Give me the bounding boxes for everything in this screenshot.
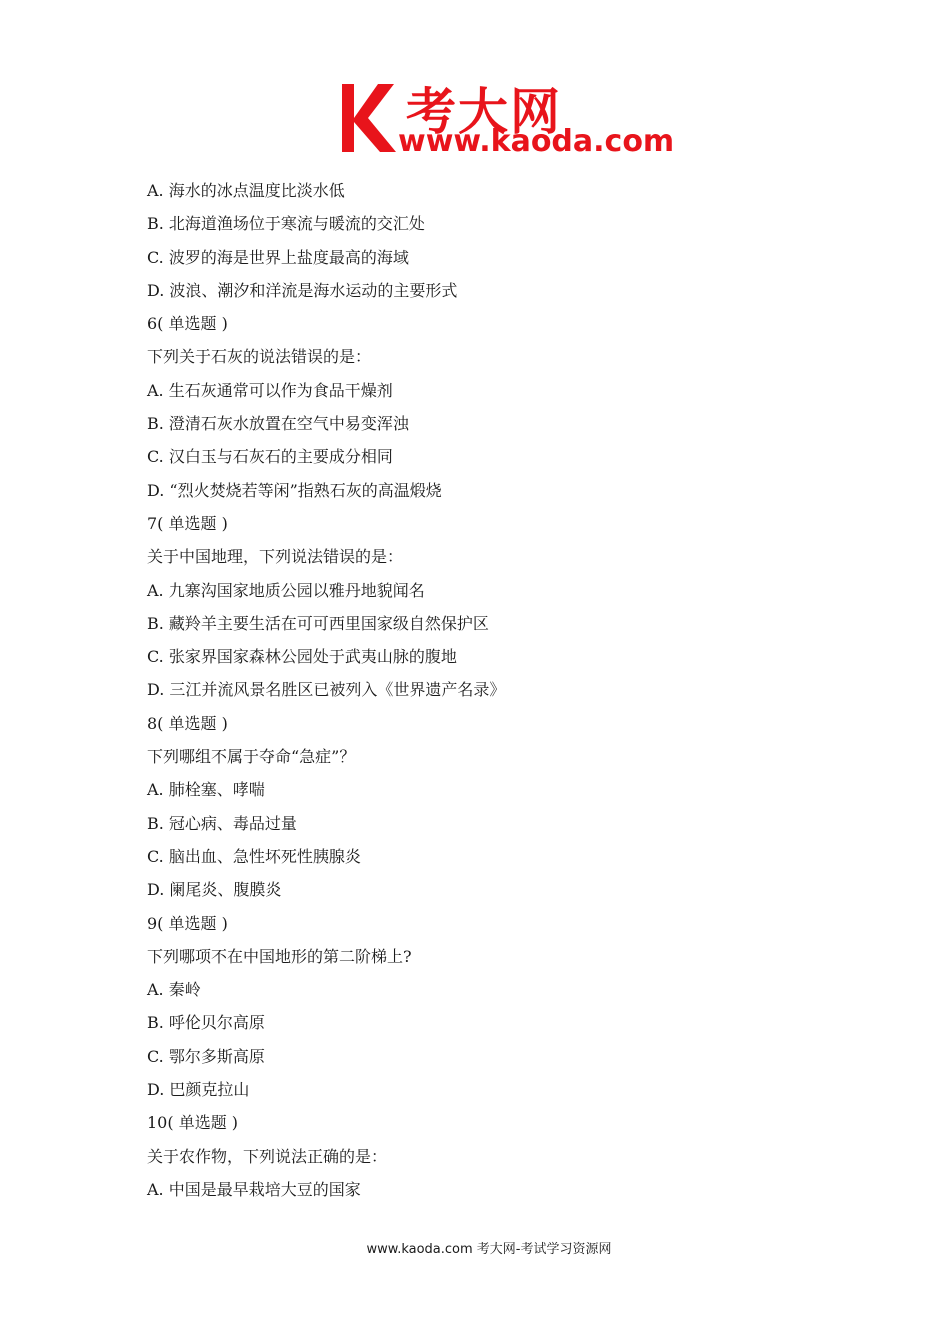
text-line: A. 生石灰通常可以作为食品干燥剂 [147, 380, 393, 400]
text-line: 6( 单选题 ) [147, 314, 228, 334]
text-line: B. 澄清石灰水放置在空气中易变浑浊 [147, 414, 409, 434]
text-line: 10( 单选题 ) [147, 1113, 239, 1133]
text-line: C. 张家界国家森林公园处于武夷山脉的腹地 [147, 647, 457, 667]
text-line: A. 肺栓塞、哮喘 [147, 780, 265, 800]
text-line: A. 中国是最早栽培大豆的国家 [147, 1179, 361, 1199]
text-line: D. 三江并流风景名胜区已被列入《世界遗产名录》 [147, 680, 506, 700]
text-line: 关于中国地理，下列说法错误的是： [147, 547, 404, 567]
text-line: A. 海水的冰点温度比淡水低 [147, 181, 345, 200]
text-line: D. 阑尾炎、腹膜炎 [147, 880, 282, 900]
text-line: D. 巴颜克拉山 [147, 1080, 250, 1100]
text-line: 9( 单选题 ) [147, 913, 228, 933]
text-line: 下列哪项不在中国地形的第二阶梯上? [147, 946, 412, 966]
text-line: B. 呼伦贝尔高原 [147, 1013, 265, 1033]
logo-k-icon [338, 82, 400, 154]
logo-url-text: www.kaoda.com [398, 124, 675, 159]
text-line: 关于农作物，下列说法正确的是： [147, 1146, 388, 1166]
text-line: C. 汉白玉与石灰石的主要成分相同 [147, 447, 393, 467]
text-line: A. 秦岭 [147, 980, 201, 1000]
text-line: 7( 单选题 ) [147, 513, 228, 533]
text-line: 下列哪组不属于夺命“急症”？ [147, 747, 356, 767]
text-line: C. 脑出血、急性坏死性胰腺炎 [147, 846, 361, 866]
text-line: C. 鄂尔多斯高原 [147, 1046, 265, 1066]
page-footer [0, 1238, 950, 1257]
logo-chinese-text: 考大网 [406, 83, 562, 141]
text-line: B. 北海道渔场位于寒流与暖流的交汇处 [147, 214, 425, 234]
text-line: A. 九寨沟国家地质公园以雅丹地貌闻名 [147, 580, 425, 600]
text-line: C. 波罗的海是世界上盐度最高的海域 [147, 247, 409, 267]
kaoda-logo [338, 74, 675, 164]
document-body [147, 177, 847, 1209]
text-line: B. 藏羚羊主要生活在可可西里国家级自然保护区 [147, 613, 489, 633]
text-line: D. “烈火焚烧若等闲”指熟石灰的高温煅烧 [147, 480, 442, 500]
footer-text: www.kaoda.com 考大网-考试学习资源网 [366, 1242, 612, 1257]
text-line: 下列关于石灰的说法错误的是： [147, 347, 372, 367]
text-line: D. 波浪、潮汐和洋流是海水运动的主要形式 [147, 280, 458, 300]
text-line: 8( 单选题 ) [147, 713, 228, 733]
text-line: B. 冠心病、毒品过量 [147, 813, 297, 833]
